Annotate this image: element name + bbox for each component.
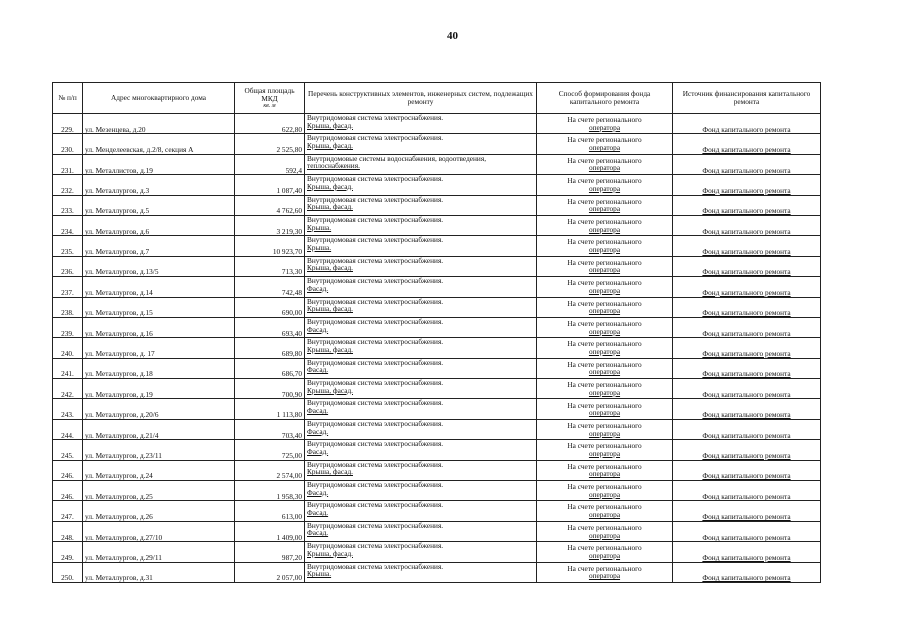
table-row	[53, 134, 821, 154]
row-address: ул. Мезенцева, д.20	[83, 114, 235, 134]
row-method	[537, 134, 673, 154]
row-address: ул. Металлургов, д.26	[83, 501, 235, 521]
table-row	[53, 215, 821, 235]
row-number: 230.	[53, 134, 83, 154]
table-row	[53, 154, 821, 174]
row-method	[537, 399, 673, 419]
row-source: Фонд капитального ремонта	[673, 379, 821, 399]
row-source: Фонд капитального ремонта	[673, 236, 821, 256]
row-method-line2: оператора	[588, 306, 621, 316]
row-source: Фонд капитального ремонта	[673, 317, 821, 337]
row-works-line1: Внутридомовая система электроснабжения.	[307, 317, 444, 326]
row-works-line1: Внутридомовая система электроснабжения.	[307, 256, 444, 265]
row-works-line2: теплоснабжения.	[307, 161, 360, 171]
row-works-line1: Внутридомовая система электроснабжения.	[307, 195, 444, 204]
row-source: Фонд капитального ремонта	[673, 481, 821, 501]
row-method-line1: На счете регионального	[567, 155, 642, 165]
row-number: 241.	[53, 358, 83, 378]
row-works-line2: Фасад.	[307, 528, 329, 538]
row-works-line1: Внутридомовая система электроснабжения.	[307, 297, 444, 306]
row-method-line1: На счете регионального	[567, 257, 642, 267]
table-row	[53, 501, 821, 521]
row-address: ул. Металлургов, д.24	[83, 460, 235, 480]
row-works-line2: Фасад.	[307, 446, 329, 456]
row-method	[537, 154, 673, 174]
row-method-line2: оператора	[588, 143, 621, 153]
row-works-line1: Внутридомовая система электроснабжения.	[307, 276, 444, 286]
row-works	[305, 236, 537, 256]
row-method-line1: На счете регионального	[567, 380, 642, 390]
row-area: 700,90	[235, 379, 305, 399]
table-row	[53, 419, 821, 439]
row-works-line2: Фасад.	[307, 324, 329, 334]
row-method	[537, 419, 673, 439]
row-works-line1: Внутридомовая система электроснабжения.	[307, 113, 444, 122]
table-row	[53, 195, 821, 215]
row-works	[305, 460, 537, 480]
row-works	[305, 277, 537, 297]
row-works	[305, 195, 537, 215]
row-works-line2: Крыша, фасад.	[307, 141, 353, 151]
row-works-line2: Крыша, фасад.	[307, 304, 353, 314]
row-source: Фонд капитального ремонта	[673, 154, 821, 174]
row-method-line1: На счете регионального	[567, 563, 642, 573]
row-area: 686,70	[235, 358, 305, 378]
row-works-line2: Крыша, фасад.	[307, 344, 353, 354]
row-method	[537, 379, 673, 399]
row-works-line1: Внутридомовая система электроснабжения.	[307, 235, 444, 245]
row-works	[305, 297, 537, 317]
row-address: ул. Металлургов, д.23/11	[83, 440, 235, 460]
row-method	[537, 114, 673, 134]
row-method-line1: На счете регионального	[567, 461, 642, 471]
row-address: ул. Металлургов, д.13/5	[83, 256, 235, 276]
row-method-line1: На счете регионального	[567, 135, 642, 145]
row-number: 244.	[53, 419, 83, 439]
page-number: 40	[447, 30, 458, 42]
row-area: 622,80	[235, 114, 305, 134]
row-number: 232.	[53, 175, 83, 195]
row-method	[537, 542, 673, 562]
row-address: ул. Металлургов, д. 17	[83, 338, 235, 358]
row-works-line1: Внутридомовая система электроснабжения.	[307, 378, 444, 388]
table-row	[53, 440, 821, 460]
table-row	[53, 399, 821, 419]
row-number: 229.	[53, 114, 83, 134]
row-source: Фонд капитального ремонта	[673, 562, 821, 582]
row-method-line1: На счете регионального	[567, 318, 642, 328]
table-row	[53, 317, 821, 337]
row-source: Фонд капитального ремонта	[673, 460, 821, 480]
row-works	[305, 501, 537, 521]
row-method-line2: оператора	[588, 408, 621, 418]
row-works	[305, 379, 537, 399]
table-row	[53, 256, 821, 276]
row-method-line2: оператора	[588, 245, 621, 255]
table-row	[53, 297, 821, 317]
row-area: 693,40	[235, 317, 305, 337]
row-area: 613,00	[235, 501, 305, 521]
row-address: ул. Металлургов, д.18	[83, 358, 235, 378]
table-row	[53, 379, 821, 399]
row-works-line2: Фасад.	[307, 508, 329, 518]
row-works-line1: Внутридомовая система электроснабжения.	[307, 337, 444, 347]
row-method	[537, 195, 673, 215]
row-works	[305, 134, 537, 154]
header-area	[235, 83, 305, 114]
row-source: Фонд капитального ремонта	[673, 175, 821, 195]
row-works-line2: Фасад.	[307, 283, 329, 293]
table-row	[53, 277, 821, 297]
row-area: 2 057,00	[235, 562, 305, 582]
row-works	[305, 338, 537, 358]
header-num: № п/п	[53, 83, 83, 114]
table-row	[53, 562, 821, 582]
header-source: Источник финансирования капитального ремонта	[673, 83, 821, 114]
row-number: 235.	[53, 236, 83, 256]
row-number: 247.	[53, 501, 83, 521]
row-method-line2: оператора	[588, 510, 621, 520]
row-address: ул. Металлургов, д.27/10	[83, 521, 235, 541]
table-row	[53, 338, 821, 358]
row-method-line2: оператора	[588, 448, 621, 458]
row-works	[305, 317, 537, 337]
row-method	[537, 215, 673, 235]
row-works-line2: Фасад.	[307, 487, 329, 497]
row-area: 3 219,30	[235, 215, 305, 235]
row-works-line1: Внутридомовая система электроснабжения.	[307, 521, 444, 530]
row-method	[537, 256, 673, 276]
row-method-line1: На счете регионального	[567, 196, 642, 206]
row-number: 250.	[53, 562, 83, 582]
row-method	[537, 358, 673, 378]
row-method	[537, 317, 673, 337]
row-works-line1: Внутридомовая система электроснабжения.	[307, 358, 444, 367]
row-number: 243.	[53, 399, 83, 419]
header-area-label: Общая площадь МКД	[244, 86, 295, 103]
row-works-line1: Внутридомовая система электроснабжения.	[307, 500, 444, 510]
row-works-line2: Крыша, фасад.	[307, 202, 353, 212]
row-works	[305, 440, 537, 460]
row-number: 238.	[53, 297, 83, 317]
row-method-line2: оператора	[588, 571, 621, 581]
row-works	[305, 419, 537, 439]
row-source: Фонд капитального ремонта	[673, 277, 821, 297]
row-area: 713,30	[235, 256, 305, 276]
row-works	[305, 114, 537, 134]
row-works-line2: Крыша, фасад.	[307, 385, 353, 395]
row-works-line2: Крыша.	[307, 569, 332, 579]
row-area: 689,80	[235, 338, 305, 358]
row-source: Фонд капитального ремонта	[673, 297, 821, 317]
row-method-line1: На счете регионального	[567, 237, 642, 247]
row-address: ул. Менделеевская, д.2/8, секция А	[83, 134, 235, 154]
row-method-line1: На счете регионального	[567, 278, 642, 288]
header-works: Перечень конструктивных элементов, инженерных систем, подлежащих ремонту	[305, 83, 537, 114]
row-source: Фонд капитального ремонта	[673, 256, 821, 276]
row-method	[537, 440, 673, 460]
row-works-line1: Внутридомовая система электроснабжения.	[307, 480, 444, 490]
row-source: Фонд капитального ремонта	[673, 195, 821, 215]
row-source: Фонд капитального ремонта	[673, 215, 821, 235]
row-method-line1: На счете регионального	[567, 420, 642, 430]
row-method	[537, 277, 673, 297]
row-address: ул. Металлургов, д.6	[83, 215, 235, 235]
row-number: 234.	[53, 215, 83, 235]
row-address: ул. Металлистов, д.19	[83, 154, 235, 174]
row-works	[305, 215, 537, 235]
row-number: 246.	[53, 481, 83, 501]
row-works	[305, 481, 537, 501]
row-method	[537, 236, 673, 256]
row-works	[305, 175, 537, 195]
row-address: ул. Металлургов, д.15	[83, 297, 235, 317]
header-area-unit: кв. м	[263, 102, 276, 109]
row-works	[305, 399, 537, 419]
row-works	[305, 154, 537, 174]
row-method-line1: На счете регионального	[567, 359, 642, 369]
row-number: 233.	[53, 195, 83, 215]
row-method-line1: На счете регионального	[567, 115, 642, 125]
row-works-line1: Внутридомовая система электроснабжения.	[307, 439, 444, 449]
row-method	[537, 338, 673, 358]
table-header	[53, 83, 821, 114]
row-works-line1: Внутридомовая система электроснабжения.	[307, 562, 444, 571]
row-works-line2: Крыша.	[307, 222, 332, 232]
row-works	[305, 562, 537, 582]
table-row	[53, 460, 821, 480]
row-method-line1: На счете регионального	[567, 502, 642, 512]
row-number: 245.	[53, 440, 83, 460]
row-source: Фонд капитального ремонта	[673, 501, 821, 521]
row-method-line2: оператора	[588, 224, 621, 234]
row-number: 240.	[53, 338, 83, 358]
row-method-line2: оператора	[588, 530, 621, 540]
table-row	[53, 521, 821, 541]
row-works-line2: Крыша.	[307, 243, 332, 252]
row-number: 248.	[53, 521, 83, 541]
table-body	[53, 114, 821, 583]
row-works-line1: Внутридомовая система электроснабжения.	[307, 215, 444, 224]
row-works-line2: Крыша, фасад.	[307, 467, 353, 477]
row-address: ул. Металлургов, д.21/4	[83, 419, 235, 439]
row-number: 231.	[53, 154, 83, 174]
row-method	[537, 501, 673, 521]
row-method-line2: оператора	[588, 489, 621, 499]
row-works-line1: Внутридомовая система электроснабжения.	[307, 133, 444, 143]
row-area: 1 409,00	[235, 521, 305, 541]
row-number: 237.	[53, 277, 83, 297]
row-source: Фонд капитального ремонта	[673, 134, 821, 154]
row-works-line2: Крыша, фасад.	[307, 181, 353, 191]
row-source: Фонд капитального ремонта	[673, 114, 821, 134]
row-source: Фонд капитального ремонта	[673, 338, 821, 358]
row-area: 1 958,30	[235, 481, 305, 501]
row-method-line2: оператора	[588, 122, 621, 132]
repair-program-table	[52, 82, 821, 583]
row-number: 242.	[53, 379, 83, 399]
row-address: ул. Металлургов, д.7	[83, 236, 235, 256]
row-method-line2: оператора	[588, 346, 621, 356]
row-area: 2 574,00	[235, 460, 305, 480]
row-address: ул. Металлургов, д.5	[83, 195, 235, 215]
row-method	[537, 297, 673, 317]
row-area: 1 113,80	[235, 399, 305, 419]
row-method-line2: оператора	[588, 387, 621, 397]
row-method-line2: оператора	[588, 326, 621, 336]
row-area: 690,00	[235, 297, 305, 317]
table-row	[53, 236, 821, 256]
row-works	[305, 521, 537, 541]
header-method: Способ формирования фонда капитального ремонта	[537, 83, 673, 114]
row-number: 249.	[53, 542, 83, 562]
row-area: 4 762,60	[235, 195, 305, 215]
row-source: Фонд капитального ремонта	[673, 542, 821, 562]
row-address: ул. Металлургов, д.19	[83, 379, 235, 399]
row-method-line1: На счете регионального	[567, 298, 642, 308]
row-area: 703,40	[235, 419, 305, 439]
row-method-line2: оператора	[588, 285, 621, 295]
row-area: 2 525,80	[235, 134, 305, 154]
table-row	[53, 114, 821, 134]
row-method-line1: На счете регионального	[567, 339, 642, 349]
row-method-line2: оператора	[588, 183, 621, 193]
row-method	[537, 521, 673, 541]
row-method-line1: На счете регионального	[567, 176, 642, 186]
row-area: 10 923,70	[235, 236, 305, 256]
row-address: ул. Металлургов, д.29/11	[83, 542, 235, 562]
row-works-line2: Крыша, фасад.	[307, 263, 353, 273]
row-method-line1: На счете регионального	[567, 441, 642, 451]
row-works	[305, 358, 537, 378]
row-source: Фонд капитального ремонта	[673, 440, 821, 460]
row-address: ул. Металлургов, д.14	[83, 277, 235, 297]
row-method-line1: На счете регионального	[567, 216, 642, 226]
row-works-line1: Внутридомовая система электроснабжения.	[307, 398, 444, 408]
row-source: Фонд капитального ремонта	[673, 521, 821, 541]
table-row	[53, 175, 821, 195]
table-row	[53, 481, 821, 501]
row-method-line2: оператора	[588, 469, 621, 479]
row-number: 246.	[53, 460, 83, 480]
row-address: ул. Металлургов, д.3	[83, 175, 235, 195]
row-address: ул. Металлургов, д.20/6	[83, 399, 235, 419]
row-works-line2: Крыша, фасад.	[307, 120, 353, 130]
row-area: 742,48	[235, 277, 305, 297]
row-works-line2: Фасад.	[307, 365, 329, 375]
row-method-line2: оператора	[588, 204, 621, 214]
row-method-line1: На счете регионального	[567, 522, 642, 532]
row-method	[537, 481, 673, 501]
row-area: 987,20	[235, 542, 305, 562]
row-works-line1: Внутридомовая система электроснабжения.	[307, 541, 444, 551]
row-method-line2: оператора	[588, 265, 621, 275]
row-source: Фонд капитального ремонта	[673, 358, 821, 378]
header-address: Адрес многоквартирного дома	[83, 83, 235, 114]
row-area: 592,4	[235, 154, 305, 174]
row-works	[305, 256, 537, 276]
row-works-line2: Фасад.	[307, 426, 329, 436]
table-row	[53, 358, 821, 378]
row-method-line2: оператора	[588, 163, 621, 173]
row-number: 236.	[53, 256, 83, 276]
row-method-line2: оператора	[588, 428, 621, 438]
row-source: Фонд капитального ремонта	[673, 399, 821, 419]
row-method	[537, 460, 673, 480]
row-address: ул. Металлургов, д.25	[83, 481, 235, 501]
row-works-line1: Внутридомовая система электроснабжения.	[307, 460, 444, 469]
row-works	[305, 542, 537, 562]
row-address: ул. Металлургов, д.31	[83, 562, 235, 582]
row-source: Фонд капитального ремонта	[673, 419, 821, 439]
row-method-line1: На счете регионального	[567, 543, 642, 553]
row-works-line1: Внутридомовая система электроснабжения.	[307, 419, 444, 428]
table-row	[53, 542, 821, 562]
row-method-line1: На счете регионального	[567, 482, 642, 492]
row-method-line2: оператора	[588, 367, 621, 377]
row-number: 239.	[53, 317, 83, 337]
row-method-line1: На счете регионального	[567, 400, 642, 410]
row-works-line2: Фасад.	[307, 406, 329, 416]
row-method	[537, 562, 673, 582]
row-address: ул. Металлургов, д.16	[83, 317, 235, 337]
row-works-line2: Крыша, фасад.	[307, 548, 353, 558]
row-works-line1: Внутридомовые системы водоснабжения, водоотведения,	[307, 154, 487, 163]
row-area: 725,00	[235, 440, 305, 460]
row-method-line2: оператора	[588, 550, 621, 560]
row-area: 1 087,40	[235, 175, 305, 195]
row-works-line1: Внутридомовая система электроснабжения.	[307, 174, 444, 184]
row-method	[537, 175, 673, 195]
